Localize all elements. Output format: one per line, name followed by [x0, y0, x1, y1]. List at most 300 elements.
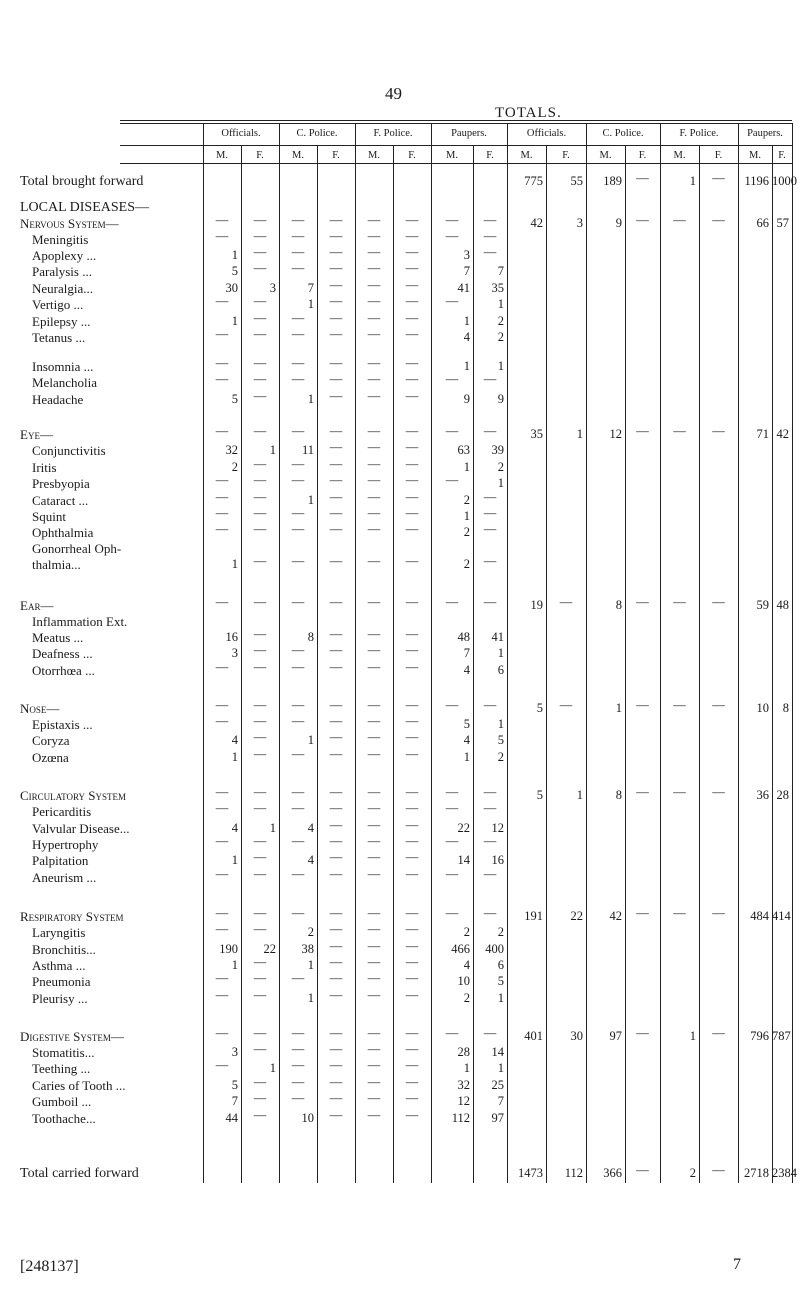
table-cell: 1: [307, 493, 314, 507]
table-cell: —: [636, 213, 649, 227]
table-cell: —: [329, 245, 343, 259]
table-cell: —: [405, 850, 419, 864]
disease-label: Ophthalmia: [32, 525, 94, 540]
table-cell: —: [291, 867, 305, 881]
disease-label: Insomnia ...: [32, 359, 94, 374]
table-cell: —: [636, 785, 649, 799]
disease-label: Pleurisy ...: [32, 991, 88, 1006]
table-cell: —: [367, 627, 381, 641]
table-cell: 189: [603, 174, 622, 188]
table-cell: —: [405, 473, 419, 487]
table-cell: —: [405, 554, 419, 568]
table-cell: —: [367, 714, 381, 728]
table-cell: —: [367, 595, 381, 609]
header-rule-top-2: [120, 123, 792, 124]
table-cell: —: [329, 372, 343, 386]
table-cell: —: [636, 595, 649, 609]
table-cell: —: [712, 1163, 725, 1177]
table-cell: —: [291, 356, 305, 370]
table-cell: —: [405, 522, 419, 536]
table-cell: —: [253, 294, 267, 308]
disease-label: Squint: [32, 509, 66, 524]
table-cell: 1: [307, 958, 314, 972]
table-cell: —: [253, 473, 267, 487]
disease-label: Gumboil ...: [32, 1094, 92, 1109]
table-cell: —: [291, 1058, 305, 1072]
disease-label: Cataract ...: [32, 493, 89, 508]
table-cell: —: [215, 473, 229, 487]
table-cell: —: [405, 389, 419, 403]
table-cell: —: [483, 522, 497, 536]
table-cell: —: [253, 595, 267, 609]
disease-label: Paralysis ...: [32, 264, 92, 279]
table-cell: —: [215, 229, 229, 243]
table-cell: —: [405, 1058, 419, 1072]
sex-subheader: M.: [520, 150, 533, 161]
table-cell: —: [253, 213, 267, 227]
table-cell: —: [405, 424, 419, 438]
table-cell: —: [329, 818, 343, 832]
table-cell: —: [215, 294, 229, 308]
table-cell: —: [215, 506, 229, 520]
table-cell: 41: [457, 281, 470, 295]
table-cell: 1: [231, 853, 238, 867]
table-cell: 42: [776, 427, 789, 441]
table-cell: 12: [609, 427, 622, 441]
table-cell: —: [253, 311, 267, 325]
table-cell: —: [367, 554, 381, 568]
table-cell: —: [253, 229, 267, 243]
table-cell: —: [367, 522, 381, 536]
table-cell: —: [291, 327, 305, 341]
disease-label: Palpitation: [32, 853, 89, 868]
table-cell: 7: [497, 264, 504, 278]
table-cell: —: [483, 1026, 497, 1040]
table-cell: —: [329, 1026, 343, 1040]
table-cell: 16: [491, 853, 504, 867]
table-cell: —: [483, 424, 497, 438]
total-label: Total brought forward: [20, 174, 144, 189]
table-cell: —: [445, 698, 459, 712]
table-cell: 4: [463, 733, 470, 747]
table-cell: 55: [570, 174, 583, 188]
table-cell: —: [405, 955, 419, 969]
table-cell: 42: [609, 909, 622, 923]
table-cell: 28: [457, 1045, 470, 1059]
table-cell: 30: [225, 281, 238, 295]
table-cell: 1473: [518, 1166, 543, 1180]
table-cell: —: [253, 1075, 267, 1089]
table-cell: 1196: [744, 174, 769, 188]
sex-subheader: M.: [599, 150, 612, 161]
table-cell: —: [405, 922, 419, 936]
table-cell: 10: [457, 974, 470, 988]
table-cell: —: [405, 1108, 419, 1122]
table-cell: 1: [497, 476, 504, 490]
table-cell: —: [445, 473, 459, 487]
table-cell: 2: [463, 991, 470, 1005]
table-cell: 48: [457, 630, 470, 644]
table-cell: —: [253, 1026, 267, 1040]
table-cell: —: [367, 490, 381, 504]
table-cell: 1: [269, 443, 276, 457]
table-cell: —: [329, 955, 343, 969]
table-cell: —: [215, 595, 229, 609]
table-cell: —: [405, 490, 419, 504]
table-cell: 466: [451, 942, 470, 956]
table-cell: —: [405, 1026, 419, 1040]
table-cell: —: [215, 714, 229, 728]
table-cell: —: [445, 229, 459, 243]
table-cell: —: [291, 834, 305, 848]
table-cell: —: [405, 939, 419, 953]
table-cell: —: [367, 906, 381, 920]
page-number: 49: [385, 84, 402, 103]
table-cell: —: [445, 867, 459, 881]
table-cell: 39: [491, 443, 504, 457]
disease-label: Hypertrophy: [32, 837, 99, 852]
table-cell: —: [253, 506, 267, 520]
table-cell: —: [367, 1091, 381, 1105]
table-cell: 97: [491, 1111, 504, 1125]
disease-label: Headache: [32, 392, 84, 407]
table-cell: —: [483, 245, 497, 259]
table-cell: —: [483, 595, 497, 609]
table-cell: 787: [772, 1029, 791, 1043]
table-cell: —: [367, 955, 381, 969]
table-cell: —: [291, 595, 305, 609]
table-cell: —: [291, 1042, 305, 1056]
table-cell: —: [329, 356, 343, 370]
table-cell: —: [291, 473, 305, 487]
table-cell: 775: [524, 174, 543, 188]
table-cell: 112: [451, 1111, 470, 1125]
table-cell: —: [367, 922, 381, 936]
disease-label: Epistaxis ...: [32, 717, 93, 732]
table-cell: —: [483, 834, 497, 848]
table-cell: 3: [231, 1045, 238, 1059]
disease-label: Meningitis: [32, 232, 89, 247]
table-cell: 1: [497, 1061, 504, 1075]
table-cell: —: [253, 1042, 267, 1056]
table-cell: —: [291, 506, 305, 520]
table-cell: —: [215, 785, 229, 799]
table-cell: —: [329, 627, 343, 641]
table-cell: —: [253, 906, 267, 920]
table-cell: —: [253, 389, 267, 403]
table-cell: 28: [776, 788, 789, 802]
column-line: [772, 145, 773, 1183]
column-line: [586, 123, 587, 1183]
table-cell: —: [405, 660, 419, 674]
table-cell: —: [405, 698, 419, 712]
table-cell: 7: [463, 646, 470, 660]
table-cell: 5: [463, 717, 470, 731]
table-cell: —: [253, 424, 267, 438]
table-cell: 14: [457, 853, 470, 867]
table-cell: —: [253, 327, 267, 341]
table-cell: 1: [269, 1061, 276, 1075]
table-cell: —: [636, 906, 649, 920]
table-cell: —: [405, 457, 419, 471]
table-cell: 44: [225, 1111, 238, 1125]
table-cell: —: [329, 1058, 343, 1072]
table-cell: —: [329, 294, 343, 308]
table-cell: —: [445, 213, 459, 227]
table-cell: 8: [615, 598, 622, 612]
table-cell: 6: [497, 958, 504, 972]
table-cell: —: [367, 1075, 381, 1089]
table-cell: —: [405, 506, 419, 520]
table-cell: 2: [463, 925, 470, 939]
table-cell: —: [367, 747, 381, 761]
table-cell: —: [215, 1058, 229, 1072]
disease-label: Otorrhœa ...: [32, 663, 95, 678]
column-group-header: C. Police.: [602, 128, 644, 139]
table-cell: —: [329, 698, 343, 712]
table-cell: —: [329, 522, 343, 536]
section-label: LOCAL DISEASES—: [20, 200, 149, 215]
table-cell: —: [215, 801, 229, 815]
table-cell: —: [405, 643, 419, 657]
table-cell: 1: [231, 248, 238, 262]
table-cell: —: [405, 906, 419, 920]
table-cell: —: [253, 660, 267, 674]
table-cell: —: [329, 424, 343, 438]
disease-label: Valvular Disease...: [32, 821, 130, 836]
table-cell: —: [367, 372, 381, 386]
table-cell: —: [215, 698, 229, 712]
table-cell: —: [712, 698, 725, 712]
table-cell: 1000: [772, 174, 797, 188]
table-cell: —: [329, 440, 343, 454]
table-cell: —: [712, 171, 725, 185]
table-cell: —: [291, 311, 305, 325]
table-cell: —: [253, 1091, 267, 1105]
table-cell: —: [445, 372, 459, 386]
disease-label: Tetanus ...: [32, 330, 86, 345]
table-cell: —: [712, 1026, 725, 1040]
table-cell: —: [367, 245, 381, 259]
disease-label: Epilepsy ...: [32, 314, 91, 329]
column-group-header: Officials.: [221, 128, 261, 139]
section-label: Circulatory System: [20, 788, 126, 803]
table-cell: 12: [491, 821, 504, 835]
disease-label: Melancholia: [32, 375, 97, 390]
section-label: Respiratory System: [20, 909, 124, 924]
table-cell: —: [329, 922, 343, 936]
table-cell: —: [367, 311, 381, 325]
header-rule-top: [120, 120, 792, 121]
table-cell: —: [483, 372, 497, 386]
table-cell: —: [483, 906, 497, 920]
table-cell: 4: [231, 821, 238, 835]
table-cell: 10: [756, 701, 769, 715]
disease-label: thalmia...: [32, 557, 81, 572]
table-cell: 32: [225, 443, 238, 457]
table-cell: —: [291, 457, 305, 471]
table-cell: 1: [497, 297, 504, 311]
table-cell: —: [329, 906, 343, 920]
disease-label: Pericarditis: [32, 804, 92, 819]
column-line: [546, 145, 547, 1183]
disease-label: Asthma ...: [32, 958, 86, 973]
table-cell: —: [291, 1026, 305, 1040]
table-cell: —: [483, 213, 497, 227]
table-cell: 97: [609, 1029, 622, 1043]
table-cell: —: [483, 698, 497, 712]
section-label: Nose—: [20, 701, 60, 716]
table-cell: —: [445, 424, 459, 438]
table-cell: 1: [231, 750, 238, 764]
table-cell: —: [329, 278, 343, 292]
table-cell: —: [367, 229, 381, 243]
table-cell: 3: [231, 646, 238, 660]
table-cell: 16: [225, 630, 238, 644]
table-cell: —: [215, 490, 229, 504]
table-cell: 3: [269, 281, 276, 295]
table-cell: 5: [536, 788, 543, 802]
table-cell: 35: [530, 427, 543, 441]
table-cell: —: [253, 801, 267, 815]
table-cell: 36: [756, 788, 769, 802]
table-cell: —: [367, 213, 381, 227]
sex-subheader: F.: [714, 150, 723, 161]
table-cell: —: [329, 595, 343, 609]
table-cell: 401: [524, 1029, 543, 1043]
table-cell: 1: [497, 359, 504, 373]
table-cell: —: [367, 327, 381, 341]
footer-number: 7: [733, 1256, 741, 1273]
table-cell: 1: [497, 646, 504, 660]
table-cell: 5: [497, 974, 504, 988]
table-cell: —: [329, 490, 343, 504]
table-cell: 12: [457, 1094, 470, 1108]
table-cell: —: [253, 867, 267, 881]
table-cell: 1: [231, 958, 238, 972]
table-cell: —: [405, 971, 419, 985]
table-cell: —: [673, 424, 686, 438]
table-cell: —: [215, 834, 229, 848]
table-cell: —: [253, 627, 267, 641]
table-cell: 796: [750, 1029, 769, 1043]
section-label: Eye—: [20, 427, 53, 442]
table-cell: —: [215, 867, 229, 881]
table-cell: —: [367, 818, 381, 832]
table-cell: —: [291, 213, 305, 227]
table-cell: —: [329, 1091, 343, 1105]
table-cell: 66: [756, 216, 769, 230]
table-cell: —: [367, 1108, 381, 1122]
table-cell: —: [483, 490, 497, 504]
sex-subheader: F.: [332, 150, 340, 161]
table-cell: —: [253, 245, 267, 259]
table-cell: 4: [231, 733, 238, 747]
table-cell: 1: [689, 174, 696, 188]
table-cell: 2: [307, 925, 314, 939]
table-cell: —: [329, 785, 343, 799]
table-cell: —: [253, 490, 267, 504]
disease-label: Aneurism ...: [32, 870, 97, 885]
table-cell: 1: [307, 991, 314, 1005]
table-cell: —: [405, 294, 419, 308]
table-cell: —: [253, 643, 267, 657]
table-cell: —: [215, 356, 229, 370]
table-cell: —: [329, 971, 343, 985]
table-cell: 4: [307, 821, 314, 835]
table-cell: 1: [615, 701, 622, 715]
table-cell: —: [291, 801, 305, 815]
table-cell: 190: [219, 942, 238, 956]
table-cell: —: [253, 834, 267, 848]
table-cell: —: [367, 660, 381, 674]
column-group-header: C. Police.: [296, 128, 338, 139]
table-cell: —: [636, 1026, 649, 1040]
table-cell: —: [483, 801, 497, 815]
table-cell: —: [636, 698, 649, 712]
table-cell: —: [329, 261, 343, 275]
table-cell: —: [215, 906, 229, 920]
table-cell: 35: [491, 281, 504, 295]
table-cell: —: [405, 229, 419, 243]
table-cell: 2: [497, 750, 504, 764]
disease-label: Coryza: [32, 733, 70, 748]
table-cell: —: [291, 424, 305, 438]
table-cell: —: [291, 554, 305, 568]
table-cell: 2718: [744, 1166, 769, 1180]
table-cell: —: [712, 595, 725, 609]
table-cell: 1: [463, 509, 470, 523]
disease-label: Meatus ...: [32, 630, 84, 645]
table-cell: 2: [497, 460, 504, 474]
table-cell: 1: [463, 460, 470, 474]
disease-label: Vertigo ...: [32, 297, 84, 312]
table-cell: 38: [301, 942, 314, 956]
table-cell: 7: [231, 1094, 238, 1108]
table-cell: —: [329, 327, 343, 341]
table-cell: —: [367, 424, 381, 438]
column-line: [792, 123, 793, 1183]
table-cell: —: [291, 643, 305, 657]
section-title: TOTALS.: [495, 105, 562, 121]
table-cell: —: [367, 506, 381, 520]
table-cell: —: [253, 372, 267, 386]
table-cell: —: [367, 643, 381, 657]
table-cell: 1: [231, 557, 238, 571]
table-cell: —: [712, 906, 725, 920]
table-cell: 2: [497, 925, 504, 939]
table-cell: —: [367, 730, 381, 744]
table-cell: —: [291, 261, 305, 275]
table-cell: —: [405, 1042, 419, 1056]
table-cell: —: [329, 554, 343, 568]
print-code: [248137]: [20, 1258, 79, 1275]
table-cell: —: [329, 801, 343, 815]
table-cell: —: [367, 356, 381, 370]
table-cell: 30: [570, 1029, 583, 1043]
table-cell: —: [329, 213, 343, 227]
table-cell: 42: [530, 216, 543, 230]
sex-subheader: M.: [749, 150, 761, 161]
table-cell: —: [405, 867, 419, 881]
table-cell: —: [483, 506, 497, 520]
section-label: Nervous System—: [20, 216, 119, 231]
table-cell: —: [329, 747, 343, 761]
table-cell: 112: [564, 1166, 583, 1180]
table-cell: —: [367, 939, 381, 953]
table-cell: —: [367, 294, 381, 308]
table-cell: 3: [463, 248, 470, 262]
